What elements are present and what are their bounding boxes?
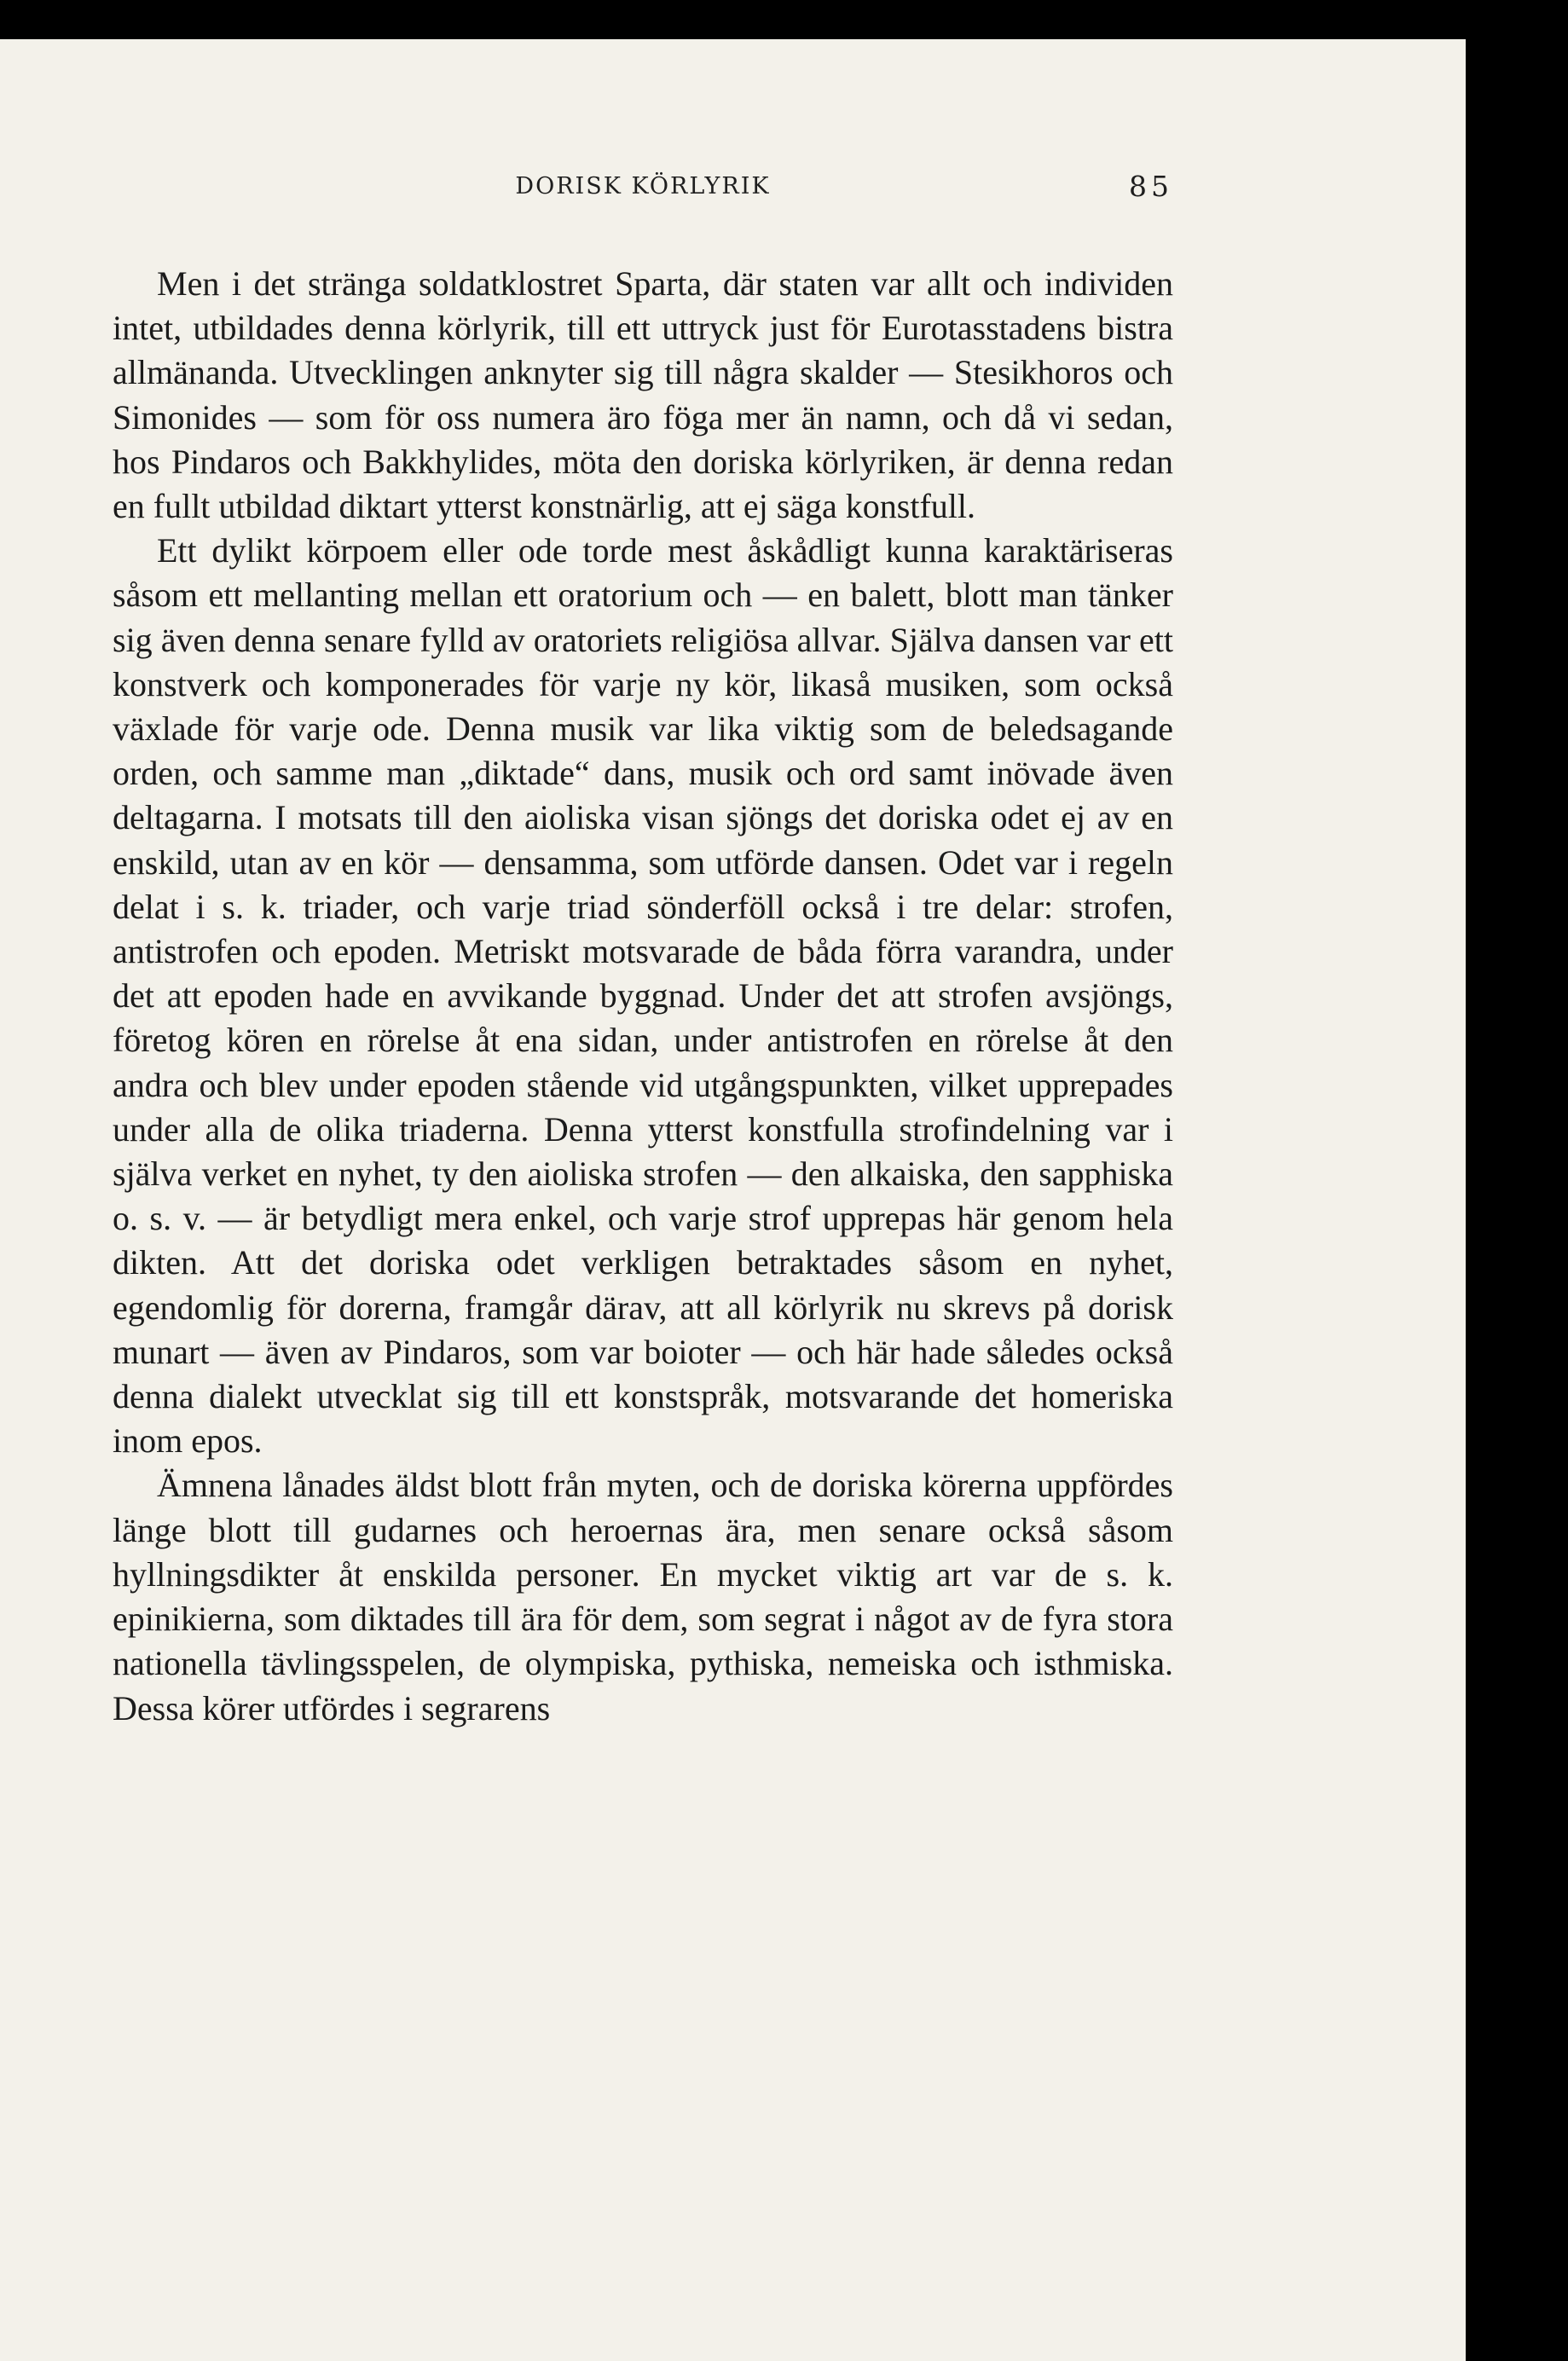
- paragraph: Men i det stränga soldatklostret Sparta, där staten var allt och individen intet, utbildades denna körlyrik, till ett uttryck just för Eurotasstadens bistra allmänanda. Utvecklingen anknyter sig till några skalder — Stesikhoros och Simonides — som för oss numera äro föga mer än namn, och då vi sedan, hos Pindaros och Bakkhylides, möta den doriska körlyriken, är denna redan en fullt utbildad diktart ytterst konstnärlig, att ej säga konstfull.: [113, 264, 1173, 526]
- paragraph: Ett dylikt körpoem eller ode torde mest åskådligt kunna karaktäriseras såsom ett mellanting mellan ett oratorium och — en balett, blott man tänker sig även denna senare fylld av oratoriets religiösa allvar. Själva dansen var ett konstverk och komponerades för varje ny kör, likaså musiken, som också växlade för varje ode. Denna musik var lika viktig som de beledsagande orden, och samme man „diktade“ dans, musik och ord samt inövade även deltagarna. I motsats till den aioliska visan sjöngs det doriska odet ej av en enskild, utan av en kör — densamma, som utförde dansen. Odet var i regeln delat i s. k. triader, och varje triad sönderföll också i tre delar: strofen, antistrofen och epoden. Metriskt motsvarade de båda förra varandra, under det att epoden hade en avvikande byggnad. Under det att strofen avsjöngs, företog kören en rörelse åt ena sidan, under antistrofen en rörelse åt den andra och blev under epoden stående vid utgångspunkten, vilket upprepades under alla de olika triaderna. Denna ytterst konstfulla strofindelning var i själva verket en nyhet, ty den aioliska strofen — den alkaiska, den sapphiska o. s. v. — är betydligt mera enkel, och varje strof upprepas här genom hela dikten. Att det doriska odet verkligen betraktades såsom en nyhet, egendomlig för dorerna, framgår därav, att all körlyrik nu skrevs på dorisk munart — även av Pindaros, som var boioter — och här hade således också denna dialekt utvecklat sig till ett konstspråk, motsvarande det homeriska inom epos.: [113, 531, 1173, 1461]
- page-number: 85: [1129, 170, 1173, 203]
- page-header: [113, 165, 1173, 208]
- body-text: [113, 262, 1173, 1731]
- book-page: [0, 39, 1466, 2361]
- paragraph: Ämnena lånades äldst blott från myten, och de doriska körerna uppfördes länge blott till gudarnes och heroernas ära, men senare också såsom hyllningsdikter åt enskilda personer. En mycket viktig art var de s. k. epinikierna, som diktades till ära för dem, som segrat i något av de fyra stora nationella tävlingsspelen, de olympiska, pythiska, nemeiska och isthmiska. Dessa körer utfördes i segrarens: [113, 1466, 1173, 1727]
- running-title: DORISK KÖRLYRIK: [515, 173, 771, 200]
